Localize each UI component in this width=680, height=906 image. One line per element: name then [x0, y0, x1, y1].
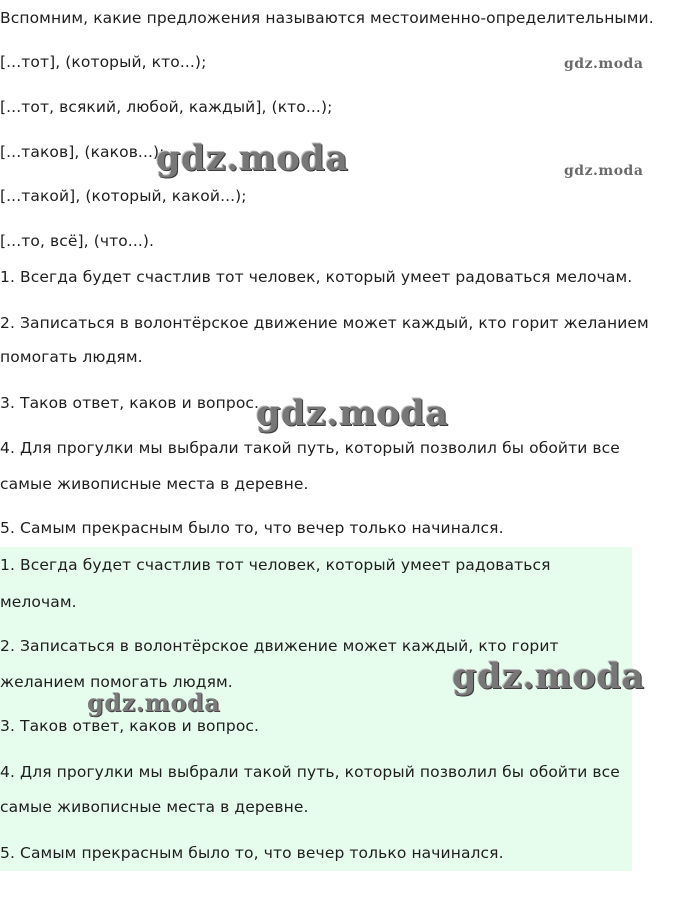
answer-line: 5. Самым прекрасным было то, что вечер только начинался.	[0, 844, 504, 862]
sentence-line: самые живописные места в деревне.	[0, 475, 309, 493]
answer-line: 1. Всегда будет счастлив тот человек, который умеет радоваться	[0, 556, 551, 574]
answer-line: желанием помогать людям.	[0, 673, 233, 691]
sentence-line: 2. Записаться в волонтёрское движение может каждый, кто горит желанием	[0, 314, 649, 332]
pattern-line: [...таков], (каков...);	[0, 143, 165, 161]
answer-line: мелочам.	[0, 593, 77, 611]
sentence-line: 5. Самым прекрасным было то, что вечер только начинался.	[0, 519, 504, 537]
watermark: gdz.moda	[87, 688, 221, 717]
watermark: gdz.moda	[564, 163, 644, 179]
answer-line: самые живописные места в деревне.	[0, 798, 309, 816]
pattern-line: [...то, всё], (что...).	[0, 232, 155, 250]
answer-line: 4. Для прогулки мы выбрали такой путь, который позволил бы обойти все	[0, 763, 620, 781]
sentence-line: 1. Всегда будет счастлив тот человек, который умеет радоваться мелочам.	[0, 268, 633, 286]
watermark: gdz.moda	[452, 656, 645, 697]
pattern-line: [...тот, всякий, любой, каждый], (кто...);	[0, 98, 333, 116]
answer-line: 2. Записаться в волонтёрское движение может каждый, кто горит	[0, 637, 559, 655]
intro-text: Вспомним, какие предложения называются местоименно-определительными.	[0, 9, 654, 27]
watermark: gdz.moda	[564, 56, 644, 72]
pattern-line: [...такой], (который, какой...);	[0, 187, 247, 205]
sentence-line: 4. Для прогулки мы выбрали такой путь, который позволил бы обойти все	[0, 439, 620, 457]
pattern-line: [...тот], (который, кто...);	[0, 53, 207, 71]
answer-line: 3. Таков ответ, каков и вопрос.	[0, 717, 260, 735]
sentence-line: 3. Таков ответ, каков и вопрос.	[0, 394, 260, 412]
sentence-line: помогать людям.	[0, 348, 143, 366]
watermark: gdz.moda	[256, 393, 449, 434]
watermark: gdz.moda	[156, 138, 349, 179]
